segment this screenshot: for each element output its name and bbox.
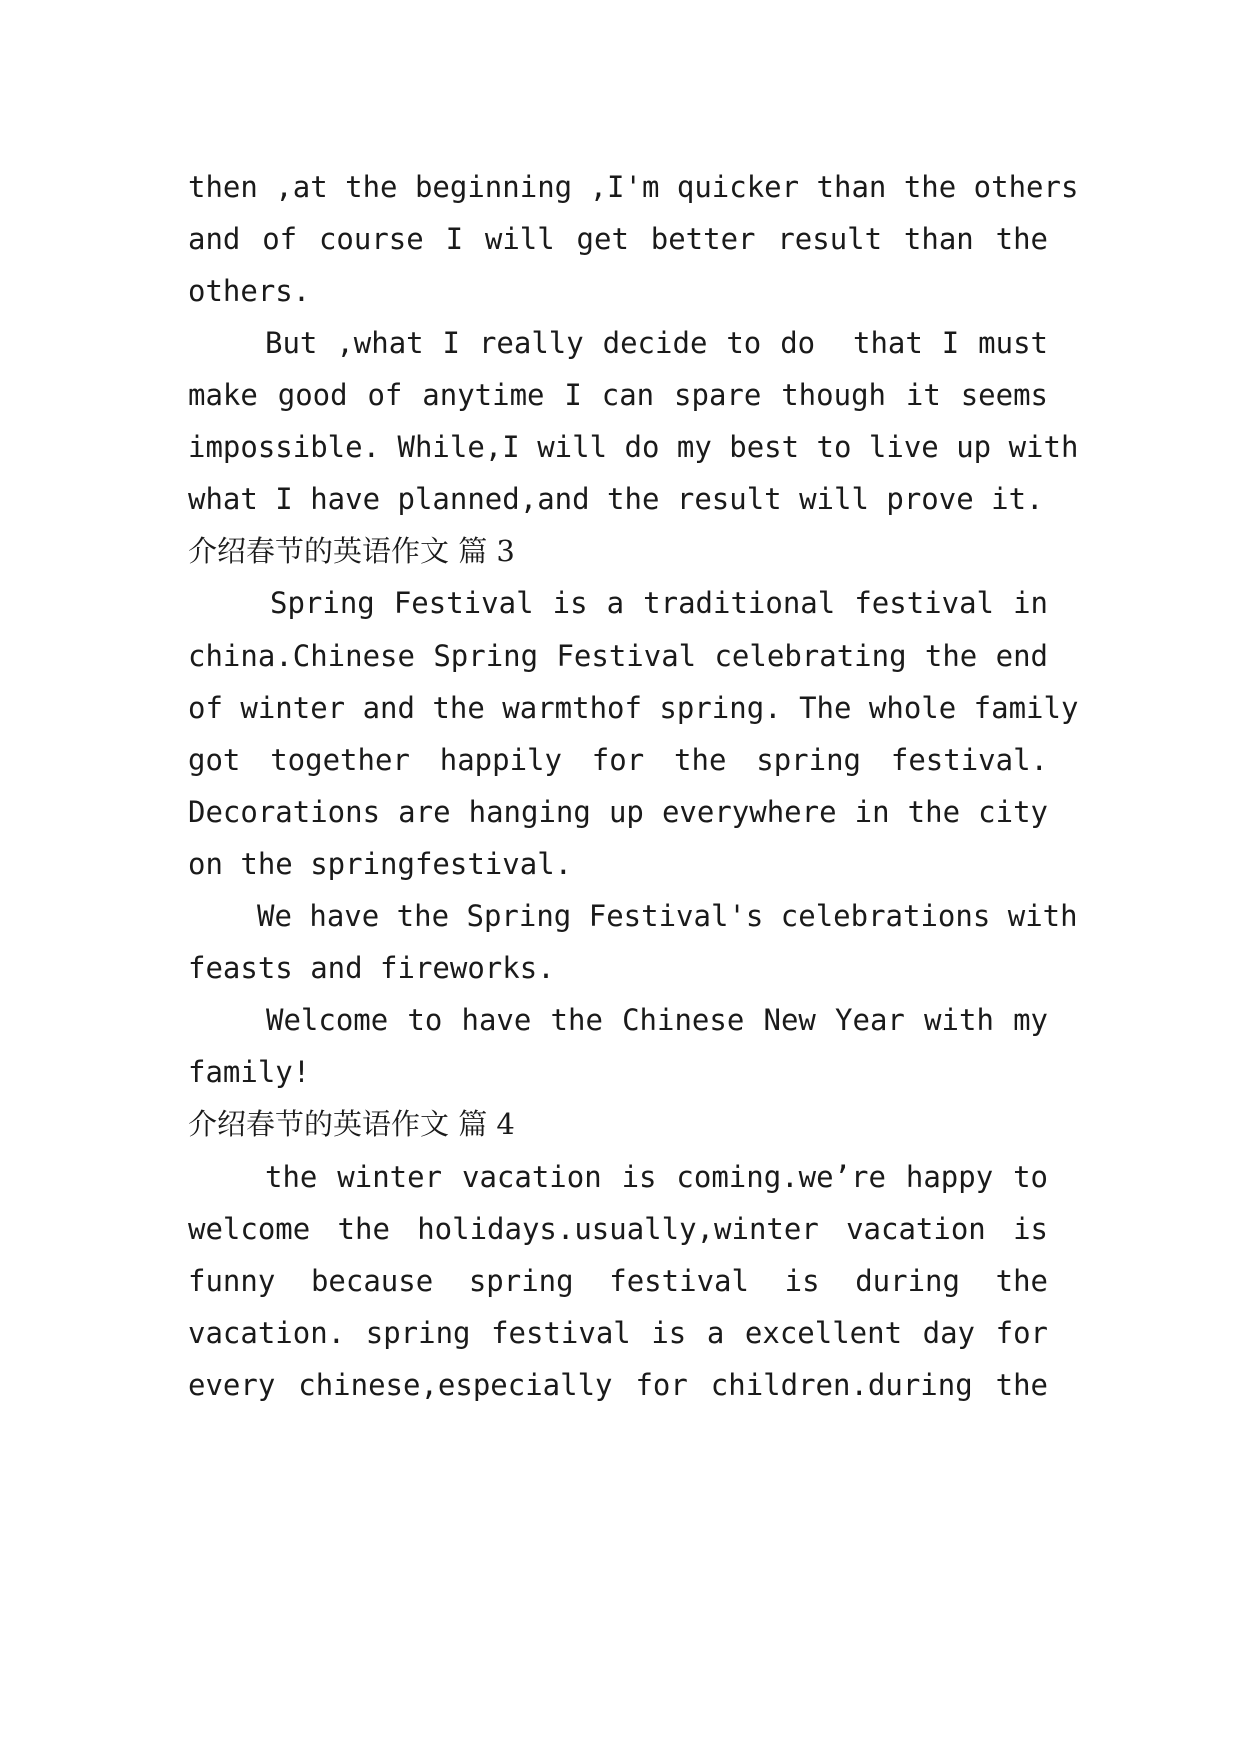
text-line: and of course I will get better result than the [188,222,1048,256]
paragraph-first-line: We have the Spring Festival's celebrations with [257,899,1078,933]
text-line: then ,at the beginning ,I'm quicker than the others [188,170,1079,204]
paragraph-first-line: the winter vacation is coming.we’re happy to [265,1160,1048,1194]
text-line: Decorations are hanging up everywhere in the city [188,795,1048,829]
text-line: family! [188,1055,311,1089]
text-line: welcome the holidays.usually,winter vacation is [188,1212,1048,1246]
text-line: what I have planned,and the result will prove it. [188,482,1044,516]
text-line: impossible. While,I will do my best to live up with [188,430,1079,464]
text-line: on the springfestival. [188,847,573,881]
section-heading: 介绍春节的英语作文 篇 4 [188,1107,515,1141]
text-line: china.Chinese Spring Festival celebrating the end [188,639,1048,673]
text-line: others. [188,274,311,308]
text-line: funny because spring festival is during the [188,1264,1048,1298]
text-line: every chinese,especially for children.during the [188,1368,1048,1402]
paragraph-first-line: But ,what I really decide to do that I must [265,326,1048,360]
text-line: got together happily for the spring festival. [188,743,1048,777]
text-line: vacation. spring festival is a excellent day for [188,1316,1048,1350]
section-heading: 介绍春节的英语作文 篇 3 [188,534,515,568]
text-line: feasts and fireworks. [188,951,555,985]
text-line: of winter and the warmthof spring. The whole family [188,691,1079,725]
text-line: make good of anytime I can spare though it seems [188,378,1048,412]
paragraph-first-line: Welcome to have the Chinese New Year with my [266,1003,1048,1037]
paragraph-first-line: Spring Festival is a traditional festival in [270,586,1048,620]
